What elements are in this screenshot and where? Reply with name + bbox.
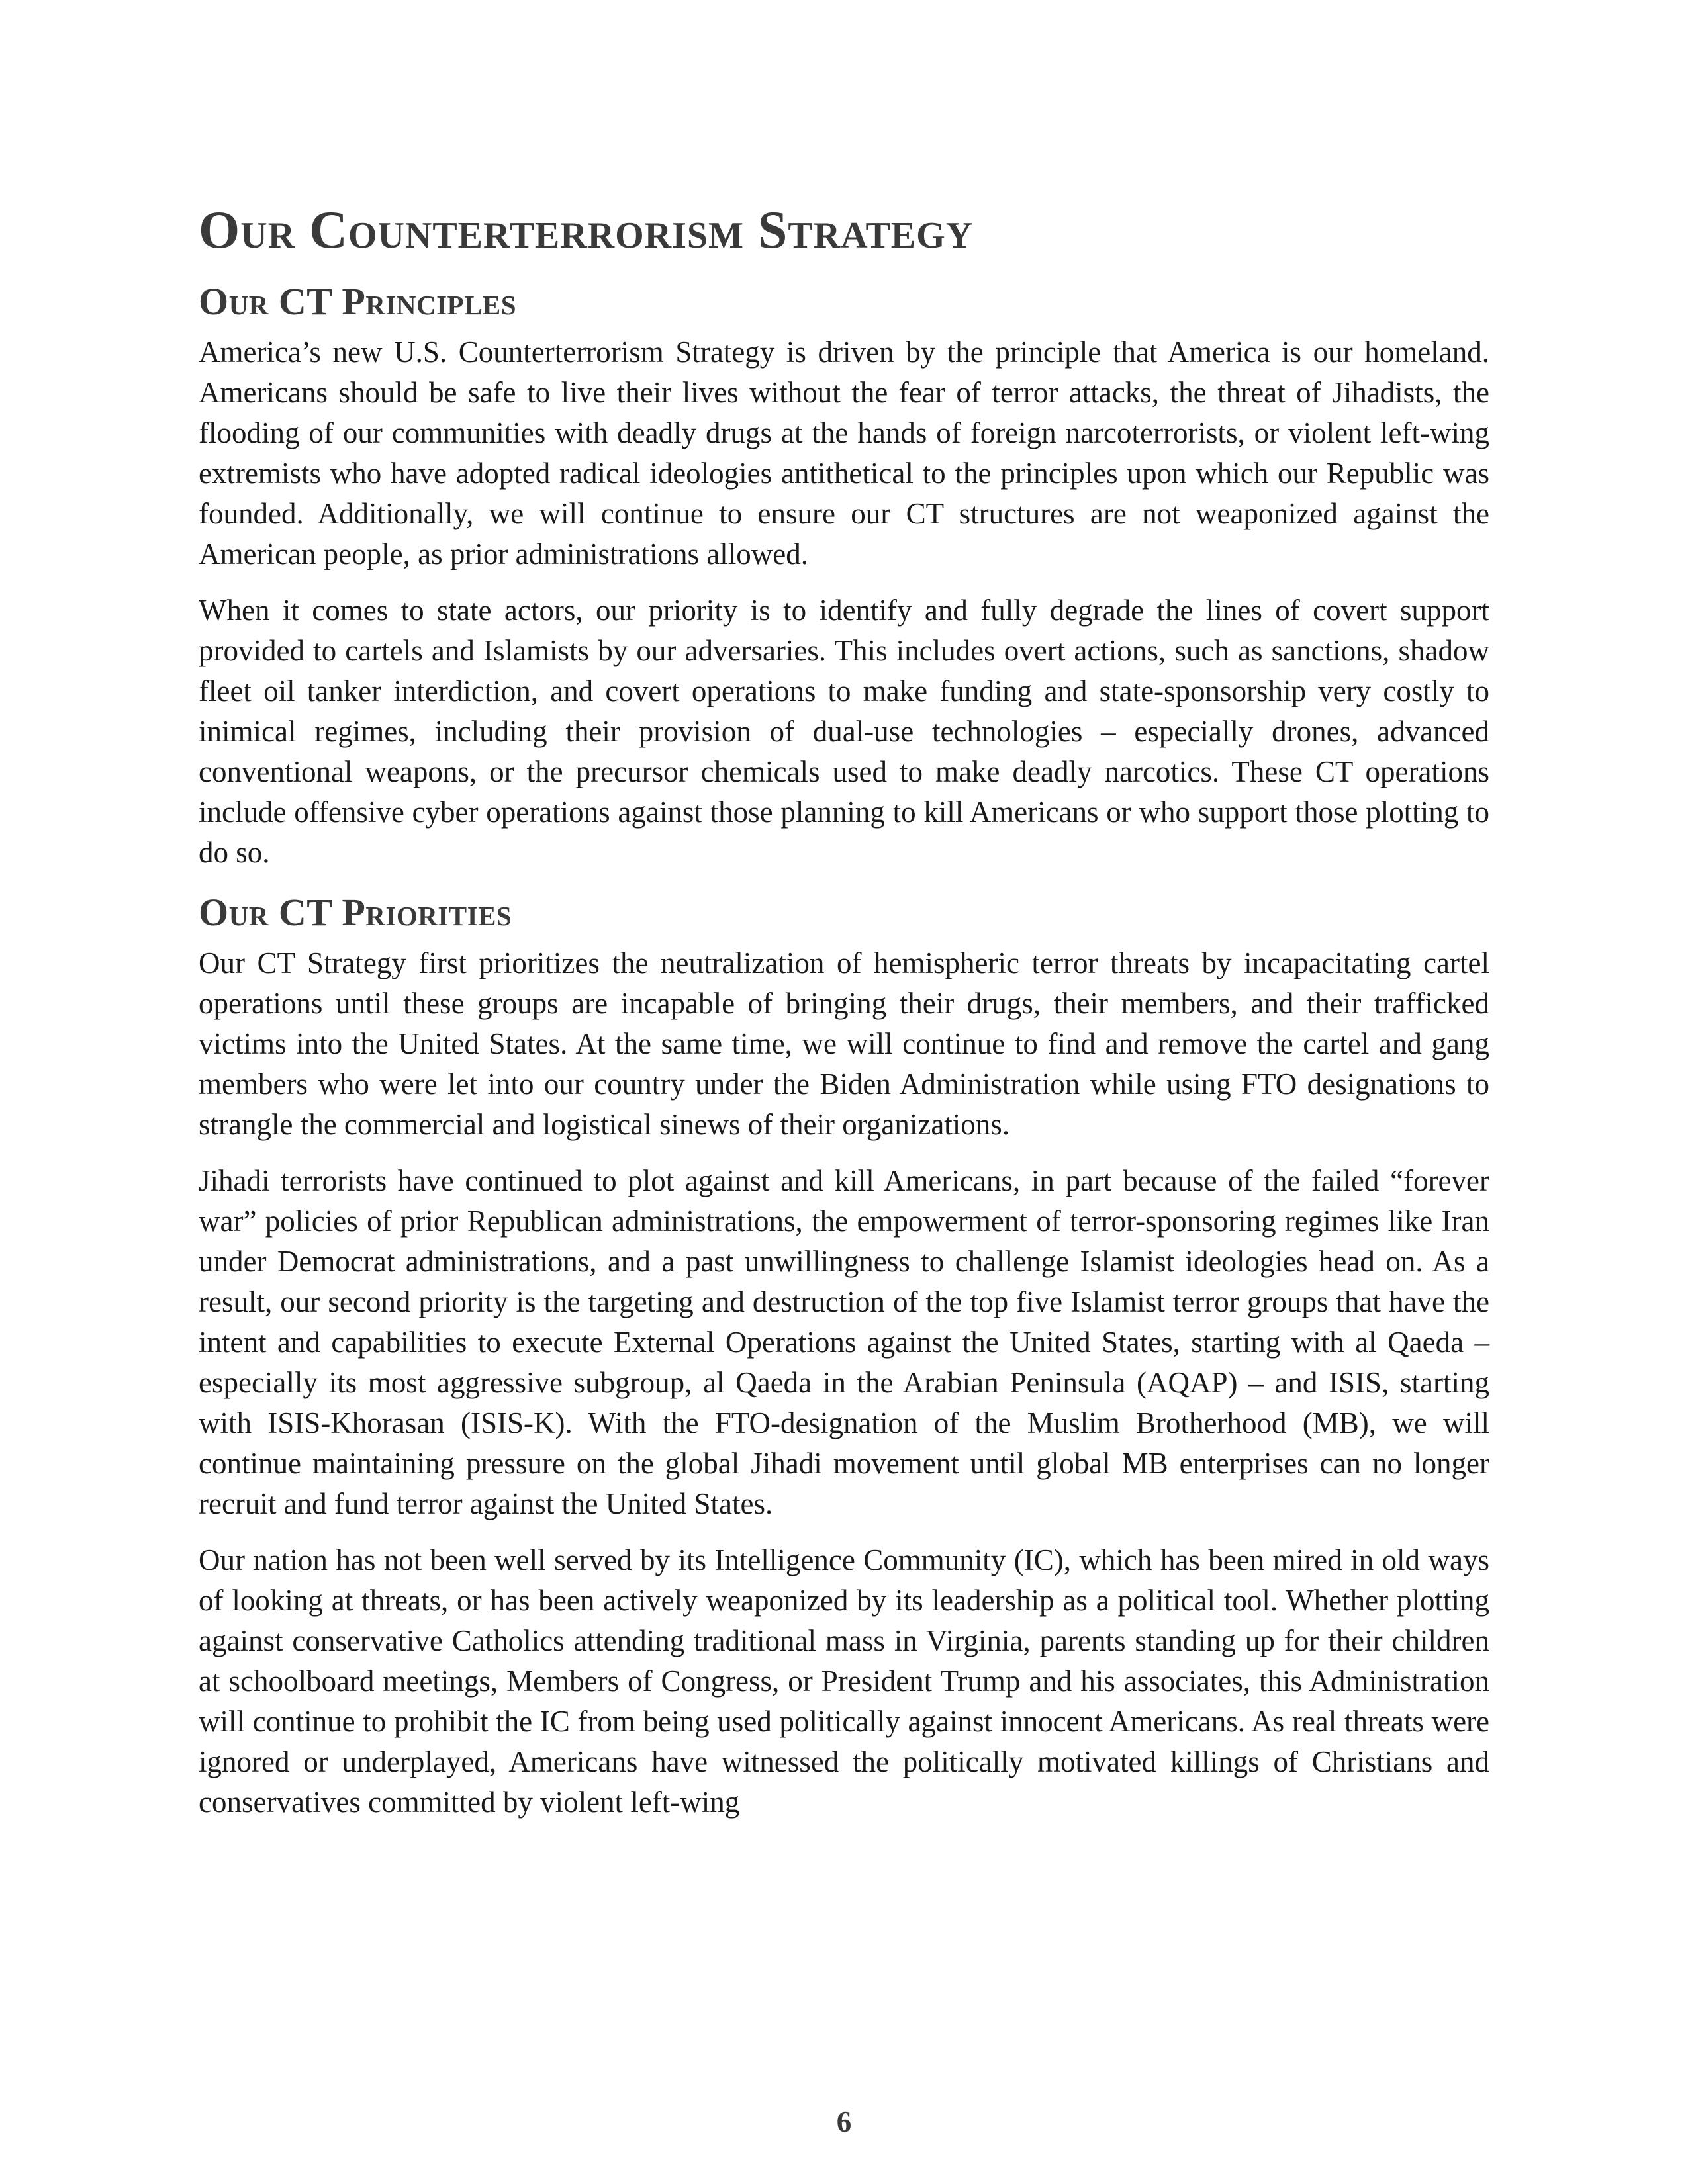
- paragraph-priorities-3: Our nation has not been well served by its Intelligence Community (IC), which has been mired in old ways of looking at threats, or has been actively weaponized by its leadership as a political tool. Whether plotting against conservative Catholics attending traditional mass in Virginia, parents standing up for their children at schoolboard meetings, Members of Congress, or President Trump and his associates, this Administration will continue to prohibit the IC from being used politically against innocent Americans. As real threats were ignored or underplayed, Americans have witnessed the politically motivated killings of Christians and conservatives committed by violent left-wing: [199, 1543, 1489, 1819]
- paragraph-priorities-1: Our CT Strategy first prioritizes the neutralization of hemispheric terror threats by incapacitating cartel operations until these groups are incapable of bringing their drugs, their members, and their trafficked victims into the United States. At the same time, we will continue to find and remove the cartel and gang members who were let into our country under the Biden Administration while using FTO designations to strangle the commercial and logistical sinews of their organizations.: [199, 946, 1489, 1141]
- page-title: Our Counterterrorism Strategy: [199, 201, 974, 259]
- paragraph-priorities-2: Jihadi terrorists have continued to plot against and kill Americans, in part because of the failed “forever war” policies of prior Republican administrations, the empowerment of terror-sponsoring regimes like Iran under Democrat administrations, and a past unwillingness to challenge Islamist ideologies head on. As a result, our second priority is the targeting and destruction of the top five Islamist terror groups that have the intent and capabilities to execute External Operations against the United States, starting with al Qaeda – especially its most aggressive subgroup, al Qaeda in the Arabian Peninsula (AQAP) – and ISIS, starting with ISIS-Khorasan (ISIS-K). With the FTO-designation of the Muslim Brotherhood (MB), we will continue maintaining pressure on the global Jihadi movement until global MB enterprises can no longer recruit and fund terror against the United States.: [199, 1164, 1489, 1520]
- paragraph-principles-1: America’s new U.S. Counterterrorism Strategy is driven by the principle that America is our homeland. Americans should be safe to live their lives without the fear of terror attacks, the threat of Jihadists, the flooding of our communities with deadly drugs at the hands of foreign narcoterrorists, or violent left-wing extremists who have adopted radical ideologies antithetical to the principles upon which our Republic was founded. Additionally, we will continue to ensure our CT structures are not weaponized against the American people, as prior administrations allowed.: [199, 336, 1489, 570]
- paragraph-principles-2: When it comes to state actors, our priority is to identify and fully degrade the lines of covert support provided to cartels and Islamists by our adversaries. This includes overt actions, such as sanctions, shadow fleet oil tanker interdiction, and covert operations to make funding and state-sponsorship very costly to inimical regimes, including their provision of dual-use technologies – especially drones, advanced conventional weapons, or the precursor chemicals used to make deadly narcotics. These CT operations include offensive cyber operations against those planning to kill Americans or who support those plotting to do so.: [199, 594, 1489, 869]
- page-content: [199, 199, 1489, 1839]
- heading-ct-principles: Our CT Principles: [199, 280, 517, 323]
- page-number: 6: [836, 2105, 852, 2138]
- heading-ct-priorities: Our CT Priorities: [199, 891, 512, 934]
